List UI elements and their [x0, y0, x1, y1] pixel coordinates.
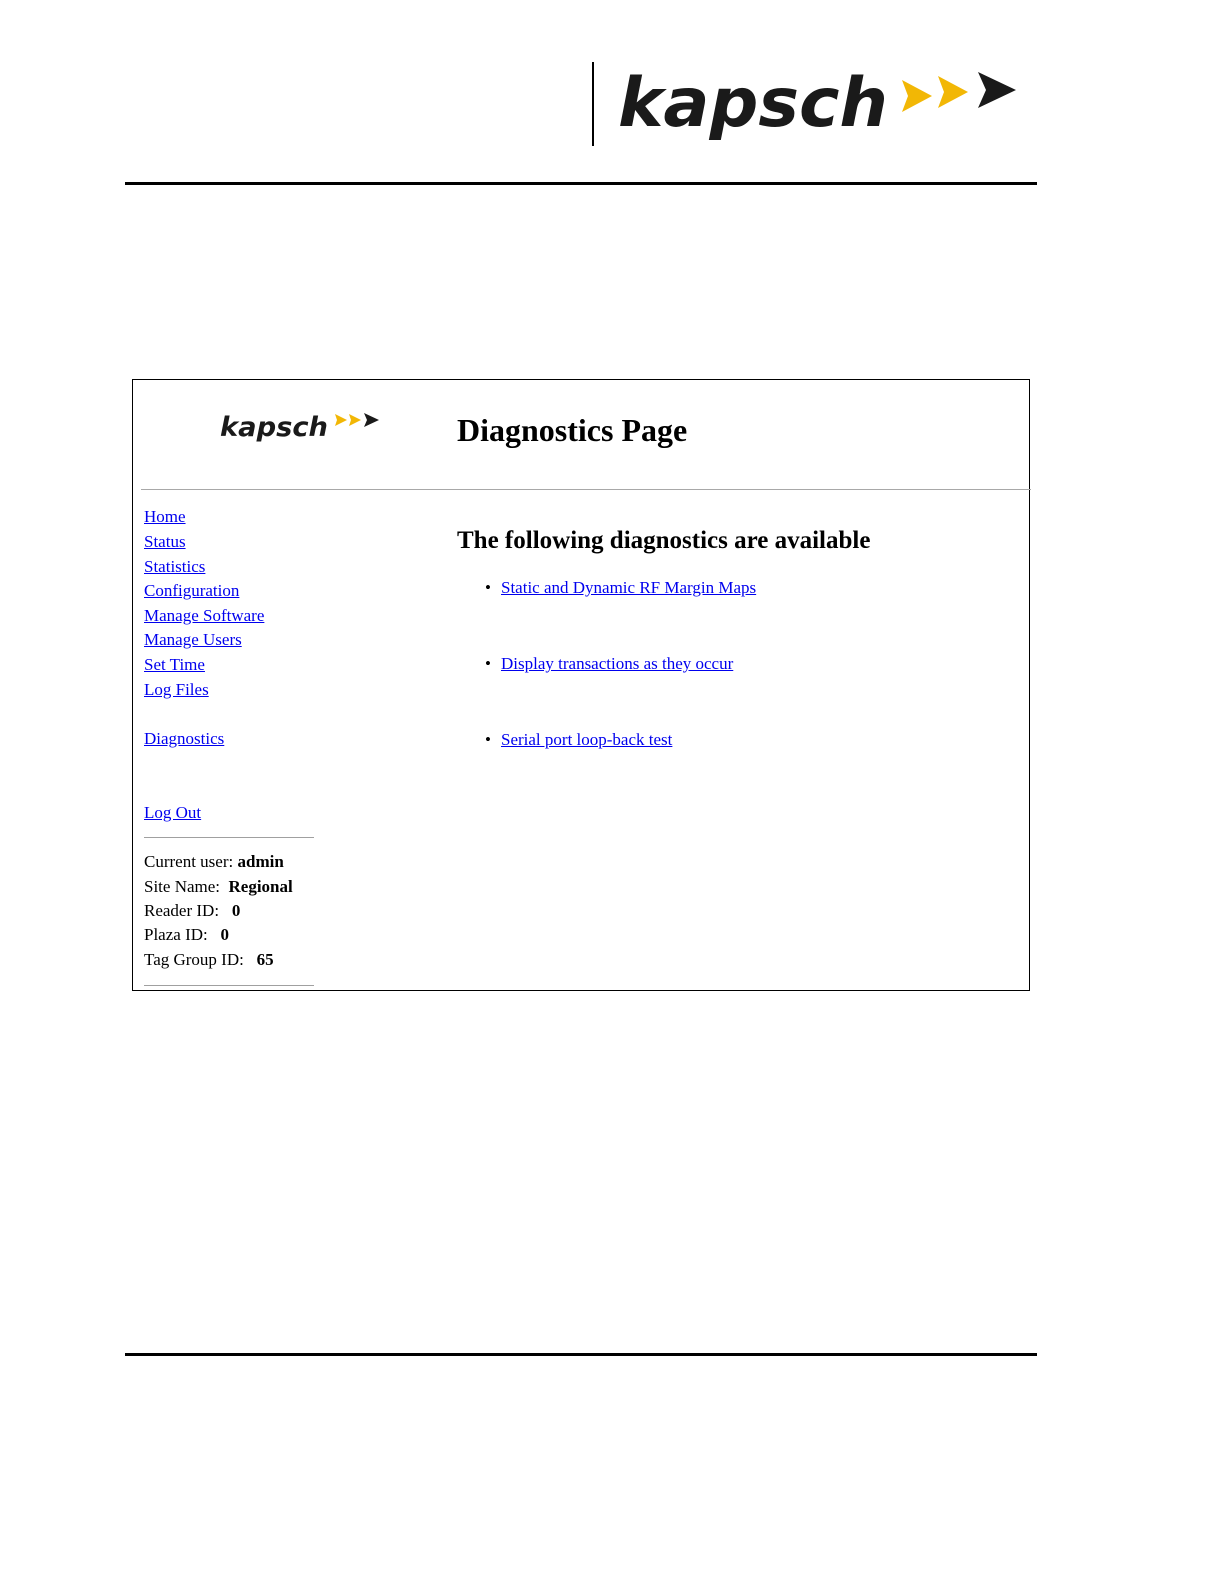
plaza-id-label: Plaza ID: [144, 925, 208, 944]
current-user-line [144, 851, 284, 873]
sidebar-divider-top [144, 837, 314, 838]
nav-home[interactable]: Home [144, 507, 186, 526]
web-ui-frame [132, 379, 1030, 991]
nav-set-time[interactable]: Set Time [144, 655, 205, 674]
reader-id-value: 0 [231, 901, 241, 920]
page-header-rule [125, 182, 1037, 185]
site-name-label: Site Name: [144, 877, 221, 896]
nav-manage-software[interactable]: Manage Software [144, 606, 265, 625]
current-user-label: Current user: [144, 852, 234, 871]
diagnostic-item [485, 577, 756, 599]
bullet-icon: • [485, 654, 491, 673]
nav-log-out[interactable]: Log Out [144, 803, 202, 822]
plaza-id-value: 0 [220, 925, 229, 944]
sidebar-divider-bottom [144, 985, 314, 986]
reader-id-line [144, 900, 240, 922]
serial-loopback-link[interactable]: Serial port loop-back test [501, 730, 673, 749]
diagnostic-item [485, 729, 672, 751]
kapsch-logo [614, 62, 1024, 146]
current-user-value: admin [237, 852, 284, 871]
kapsch-logo-text: kapsch [618, 64, 888, 143]
page-footer-rule [125, 1353, 1037, 1356]
rf-margin-maps-link[interactable]: Static and Dynamic RF Margin Maps [501, 578, 757, 597]
title-divider [141, 489, 1031, 490]
kapsch-small-logo-text: kapsch [220, 412, 328, 443]
diagnostic-item [485, 653, 733, 675]
tag-group-id-value: 65 [256, 950, 274, 969]
diagnostics-heading: The following diagnostics are available [457, 527, 871, 554]
kapsch-small-logo [219, 410, 381, 444]
bullet-icon: • [485, 730, 491, 749]
nav-statistics[interactable]: Statistics [144, 557, 206, 576]
reader-id-label: Reader ID: [144, 901, 220, 920]
nav-diagnostics[interactable]: Diagnostics [144, 729, 225, 748]
nav-configuration[interactable]: Configuration [144, 581, 240, 600]
bullet-icon: • [485, 578, 491, 597]
display-transactions-link[interactable]: Display transactions as they occur [501, 654, 734, 673]
site-name-line [144, 876, 293, 898]
nav-status[interactable]: Status [144, 532, 186, 551]
page-title: Diagnostics Page [457, 412, 688, 448]
site-name-value: Regional [228, 877, 293, 896]
header-divider [592, 62, 594, 146]
tag-group-id-line [144, 949, 274, 971]
nav-manage-users[interactable]: Manage Users [144, 630, 242, 649]
tag-group-id-label: Tag Group ID: [144, 950, 244, 969]
nav-log-files[interactable]: Log Files [144, 680, 209, 699]
plaza-id-line [144, 924, 229, 946]
